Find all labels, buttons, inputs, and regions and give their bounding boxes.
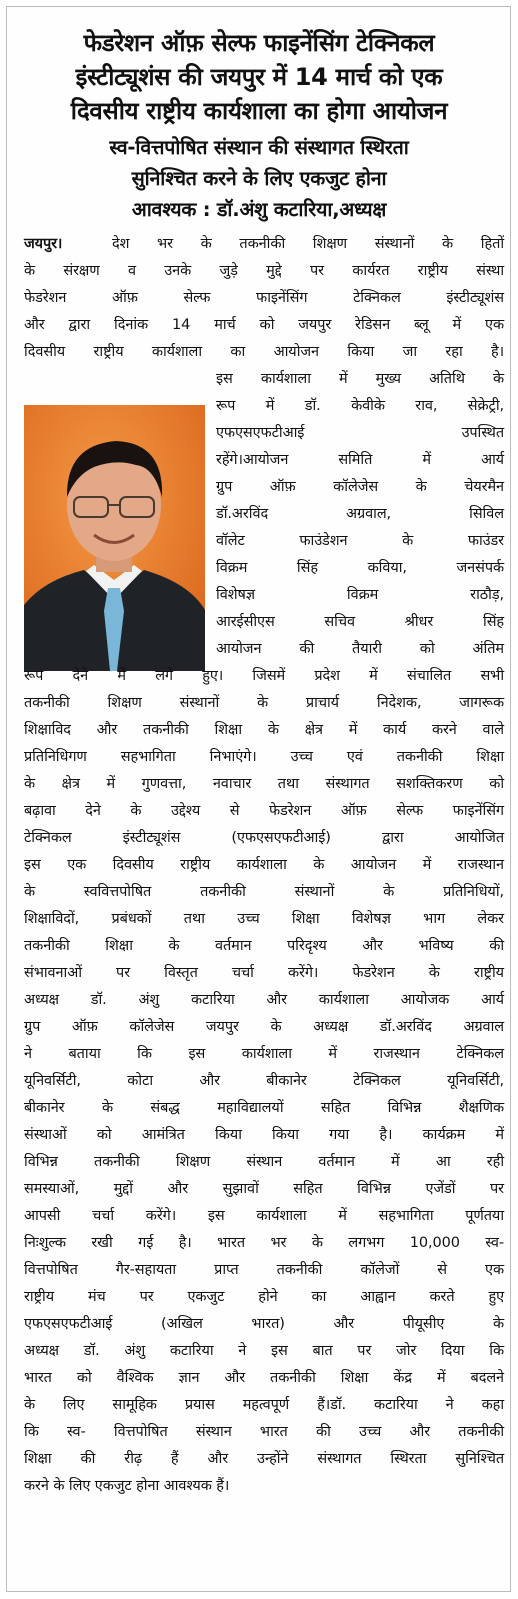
body-line: शिक्षाविदों, प्रबंधकों तथा उच्च शिक्षा विशेषज्ञ भाग लेकर [24,911,504,927]
dateline-text: जयपुर। [24,236,63,252]
headline-line: दिवसीय राष्ट्रीय कार्यशाला का होगा आयोजन [70,97,448,125]
body-line: बीकानेर के संबद्ध महाविद्यालयों सहित विभिन्न शैक्षणिक [24,1100,504,1116]
headline-line: फेडरेशन ऑफ़ सेल्फ फाइनेंसिंग टेक्निकल [83,29,435,57]
dateline [24,231,104,258]
body-line: शिक्षा की रीढ़ हैं और उन्होंने संस्थागत स्थिरता सुनिश्चित [24,1451,504,1467]
body-line: संस्थाओं को आमंत्रित किया किया गया है। कार्यक्रम में [24,1127,504,1143]
body-line: रहेंगे।आयोजन समिति में आर्य [216,452,504,468]
body-line: आरईसीएस सचिव श्रीधर सिंह [216,614,504,630]
body-line: के संरक्षण व उनके जुड़े मुद्दे पर कार्यरत राष्ट्रीय संस्था [24,263,504,279]
portrait-illustration [24,405,205,671]
body-line: तकनीकी शिक्षण संस्थानों के प्राचार्य निदेशक, जागरूक [24,695,504,711]
body-line: अध्यक्ष डॉ. अंशु कटारिया और कार्यशाला आयोजक आर्य [24,992,504,1008]
subheadline-line: स्व-वित्तपोषित संस्थान की संस्थागत स्थिरता [109,136,409,159]
body-line: करने के लिए एकजुट होना आवश्यक हैं। [24,1478,230,1494]
body-line: फेडरेशन ऑफ़ सेल्फ फाइनेंसिंग टेक्निकल इंस्टीट्यूशंस [24,290,504,306]
body-line: विभिन्न तकनीकी शिक्षण संस्थान वर्तमान में आ रही [24,1154,504,1170]
body-line: इस कार्यशाला में मुख्य अतिथि के [216,371,504,387]
body-line: के स्ववित्तपोषित तकनीकी संस्थानों के प्रतिनिधियों, [24,884,504,900]
body-line: समस्याओं, मुद्दों और सुझावों सहित विभिन्न एजेंडों पर [24,1181,504,1197]
body-line: ने बताया कि इस कार्यशाला में राजस्थान टेक्निकल [24,1046,504,1062]
body-line: भारत को वैश्विक ज्ञान और तकनीकी शिक्षा केंद्र में बदलने [24,1370,504,1386]
body-line: ग्रुप ऑफ़ कॉलेजेस जयपुर के अध्यक्ष डॉ.अरविंद अग्रवाल [24,1019,504,1035]
body-line: आयोजन की तैयारी को अंतिम [216,641,504,657]
body-line: प्रतिनिधिगण सहभागिता निभाएंगे। उच्च एवं तकनीकी शिक्षा [24,749,504,765]
headline-line: इंस्टीट्यूशंस की जयपुर में 14 मार्च को एक [75,63,443,91]
body-line: तकनीकी शिक्षा के वर्तमान परिदृश्य और भविष्य की [24,938,504,954]
body-line: इस एक दिवसीय राष्ट्रीय कार्यशाला के आयोजन में राजस्थान [24,857,504,873]
body-line: कि स्व- वित्तपोषित संस्थान भारत की उच्च और तकनीकी [24,1424,504,1440]
body-line: एफएसएफटीआई उपस्थित [216,425,504,441]
body-line: बढ़ावा देने के उद्देश्य से फेडरेशन ऑफ़ सेल्फ फाइनेंसिंग [24,803,504,819]
body-line: दिवसीय राष्ट्रीय कार्यशाला का आयोजन किया जा रहा है। [24,344,504,360]
body-line: डॉ.अरविंद अग्रवाल, सिविल [216,506,504,522]
body-line: यूनिवर्सिटी, कोटा और बीकानेर टेक्निकल यूनिवर्सिटी, [24,1073,504,1089]
body-line: रूप में डॉ. केवीके राव, सेक्रेट्री, [216,398,504,414]
body-line: के लिए सामूहिक प्रयास महत्वपूर्ण हैं।डॉ. कटारिया ने कहा [24,1397,504,1413]
body-line: वित्तपोषित गैर-सहायता प्राप्त तकनीकी कॉलेजों से एक [24,1262,504,1278]
subheadline-line: आवश्यक : डॉ.अंशु कटारिया,अध्यक्ष [131,198,387,221]
body-line: शिक्षाविद और तकनीकी शिक्षा के क्षेत्र में कार्य करने वाले [24,722,504,738]
body-line: विक्रम सिंह कविया, जनसंपर्क [216,560,504,576]
body-line: निःशुल्क रखी गई है। भारत भर के लगभग 10,000 स्व- [24,1235,504,1251]
body-line: रूप देने में लगे हुए। जिसमें प्रदेश में संचालित सभी [24,668,504,684]
body-line: के क्षेत्र में गुणवत्ता, नवाचार तथा संस्थागत सशक्तिकरण को [24,776,504,792]
body-line: एफएसएफटीआई (अखिल भारत) और पीयूसीए के [24,1316,504,1332]
subheadline-line: सुनिश्चित करने के लिए एकजुट होना [131,167,387,190]
body-line: राष्ट्रीय मंच पर एकजुट होने का आह्वान करते हुए [24,1289,504,1305]
body-line: टेक्निकल इंस्टीट्यूशंस (एफएसएफटीआई) द्वारा आयोजित [24,830,504,846]
body-line: अध्यक्ष डॉ. अंशु कटारिया ने इस बात पर जोर दिया कि [24,1343,504,1359]
body-line: संभावनाओं पर विस्तृत चर्चा करेंगे। फेडरेशन के राष्ट्रीय [24,965,504,981]
body-line: ग्रुप ऑफ़ कॉलेजेस के चेयरमैन [216,479,504,495]
portrait-photo [24,405,205,671]
body-line: वॉलेट फाउंडेशन के फाउंडर [216,533,504,549]
body-line: आपसी चर्चा करेंगे। इस कार्यशाला में सहभागिता पूर्णतया [24,1208,504,1224]
body-line: देश भर के तकनीकी शिक्षण संस्थानों के हितों [112,236,504,252]
body-line: विशेषज्ञ विक्रम राठौड़, [216,587,504,603]
body-line: और द्वारा दिनांक 14 मार्च को जयपुर रेडिसन ब्लू में एक [24,317,504,333]
